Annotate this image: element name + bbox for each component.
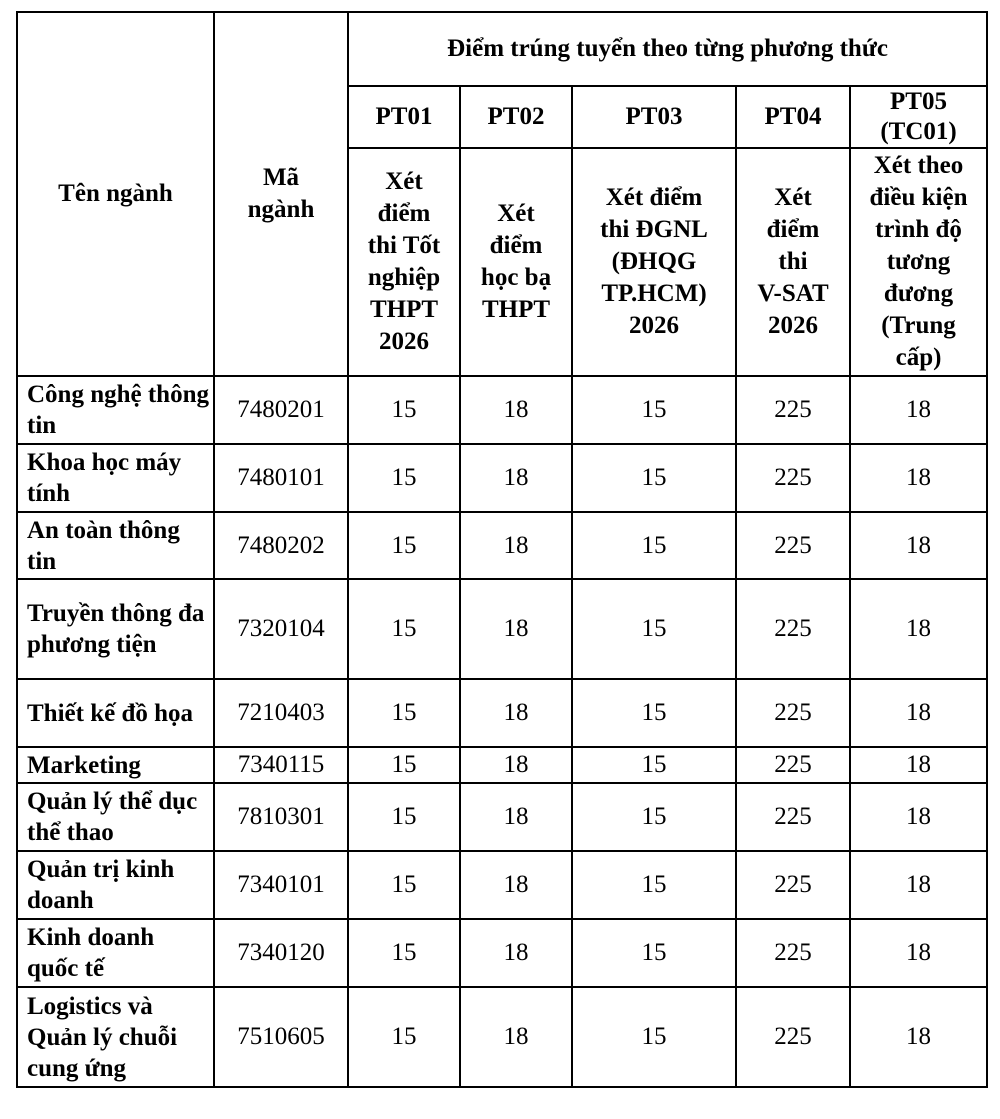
score-pt03: 15 bbox=[572, 679, 736, 747]
score-pt03: 15 bbox=[572, 444, 736, 512]
score-pt04: 225 bbox=[736, 444, 850, 512]
major-code: 7480202 bbox=[214, 512, 348, 579]
score-pt02: 18 bbox=[460, 444, 572, 512]
method-desc-pt05-text: Xét theo điều kiện trình độ tương đương (Trung cấp) bbox=[869, 152, 968, 371]
major-name: Kinh doanh quốc tế bbox=[17, 919, 214, 987]
major-code: 7510605 bbox=[214, 987, 348, 1087]
score-pt01: 15 bbox=[348, 579, 460, 679]
table-row bbox=[17, 579, 987, 679]
table-row bbox=[17, 376, 987, 444]
score-pt01: 15 bbox=[348, 376, 460, 444]
method-code-pt01: PT01 bbox=[348, 86, 460, 148]
major-name: Logistics và Quản lý chuỗi cung ứng bbox=[17, 987, 214, 1087]
score-pt02: 18 bbox=[460, 851, 572, 919]
table-row bbox=[17, 919, 987, 987]
major-name: Khoa học máy tính bbox=[17, 444, 214, 512]
score-pt01: 15 bbox=[348, 512, 460, 579]
method-desc-pt02-text: Xét điểm học bạ THPT bbox=[480, 200, 552, 323]
score-pt02: 18 bbox=[460, 376, 572, 444]
table-row bbox=[17, 851, 987, 919]
score-pt05: 18 bbox=[850, 783, 987, 851]
score-pt05: 18 bbox=[850, 512, 987, 579]
score-pt01: 15 bbox=[348, 851, 460, 919]
method-desc-pt02 bbox=[460, 148, 572, 376]
score-pt04: 225 bbox=[736, 747, 850, 783]
score-pt04: 225 bbox=[736, 919, 850, 987]
score-pt03: 15 bbox=[572, 783, 736, 851]
method-desc-pt01 bbox=[348, 148, 460, 376]
table-header bbox=[17, 12, 987, 376]
table-row bbox=[17, 679, 987, 747]
table-row bbox=[17, 747, 987, 783]
table-row bbox=[17, 512, 987, 579]
header-major-code-text: Mã ngành bbox=[247, 164, 315, 223]
score-pt05: 18 bbox=[850, 444, 987, 512]
score-pt02: 18 bbox=[460, 679, 572, 747]
score-pt01: 15 bbox=[348, 747, 460, 783]
score-pt03: 15 bbox=[572, 747, 736, 783]
major-name: Quản lý thể dục thể thao bbox=[17, 783, 214, 851]
score-pt01: 15 bbox=[348, 919, 460, 987]
method-code-pt04: PT04 bbox=[736, 86, 850, 148]
method-code-pt05-text: PT05 (TC01) bbox=[880, 88, 957, 145]
score-pt04: 225 bbox=[736, 851, 850, 919]
method-desc-pt05 bbox=[850, 148, 987, 376]
method-code-pt03: PT03 bbox=[572, 86, 736, 148]
score-pt05: 18 bbox=[850, 747, 987, 783]
table-row bbox=[17, 987, 987, 1087]
method-desc-pt03-text: Xét điểm thi ĐGNL (ĐHQG TP.HCM) 2026 bbox=[600, 184, 708, 339]
score-pt03: 15 bbox=[572, 851, 736, 919]
score-pt04: 225 bbox=[736, 679, 850, 747]
score-pt02: 18 bbox=[460, 579, 572, 679]
score-pt05: 18 bbox=[850, 376, 987, 444]
score-pt05: 18 bbox=[850, 851, 987, 919]
header-major-code bbox=[214, 12, 348, 376]
major-code: 7210403 bbox=[214, 679, 348, 747]
major-code: 7480201 bbox=[214, 376, 348, 444]
score-pt02: 18 bbox=[460, 919, 572, 987]
major-name: An toàn thông tin bbox=[17, 512, 214, 579]
major-code: 7480101 bbox=[214, 444, 348, 512]
method-desc-pt03 bbox=[572, 148, 736, 376]
header-group-title: Điểm trúng tuyển theo từng phương thức bbox=[348, 12, 987, 86]
score-pt05: 18 bbox=[850, 579, 987, 679]
method-code-pt02: PT02 bbox=[460, 86, 572, 148]
score-pt04: 225 bbox=[736, 512, 850, 579]
major-name: Quản trị kinh doanh bbox=[17, 851, 214, 919]
score-pt05: 18 bbox=[850, 679, 987, 747]
major-code: 7810301 bbox=[214, 783, 348, 851]
score-pt03: 15 bbox=[572, 919, 736, 987]
major-code: 7320104 bbox=[214, 579, 348, 679]
major-name: Truyền thông đa phương tiện bbox=[17, 579, 214, 679]
score-pt02: 18 bbox=[460, 987, 572, 1087]
header-major-name: Tên ngành bbox=[17, 12, 214, 376]
table-body bbox=[17, 376, 987, 1087]
major-name: Thiết kế đồ họa bbox=[17, 679, 214, 747]
admission-score-table bbox=[16, 11, 988, 1088]
score-pt01: 15 bbox=[348, 783, 460, 851]
score-pt01: 15 bbox=[348, 987, 460, 1087]
score-pt04: 225 bbox=[736, 579, 850, 679]
major-code: 7340120 bbox=[214, 919, 348, 987]
major-name: Công nghệ thông tin bbox=[17, 376, 214, 444]
major-code: 7340101 bbox=[214, 851, 348, 919]
score-pt04: 225 bbox=[736, 376, 850, 444]
table-row bbox=[17, 444, 987, 512]
score-pt01: 15 bbox=[348, 679, 460, 747]
method-desc-pt04 bbox=[736, 148, 850, 376]
major-code: 7340115 bbox=[214, 747, 348, 783]
score-pt02: 18 bbox=[460, 783, 572, 851]
score-pt05: 18 bbox=[850, 919, 987, 987]
score-pt03: 15 bbox=[572, 987, 736, 1087]
score-pt04: 225 bbox=[736, 987, 850, 1087]
method-desc-pt04-text: Xét điểm thi V-SAT 2026 bbox=[757, 184, 829, 339]
method-code-pt05 bbox=[850, 86, 987, 148]
major-name: Marketing bbox=[17, 747, 214, 783]
score-pt03: 15 bbox=[572, 512, 736, 579]
table-row bbox=[17, 783, 987, 851]
score-pt02: 18 bbox=[460, 747, 572, 783]
method-desc-pt01-text: Xét điểm thi Tốt nghiệp THPT 2026 bbox=[367, 168, 441, 355]
score-pt05: 18 bbox=[850, 987, 987, 1087]
score-pt03: 15 bbox=[572, 579, 736, 679]
score-pt03: 15 bbox=[572, 376, 736, 444]
score-pt01: 15 bbox=[348, 444, 460, 512]
score-pt04: 225 bbox=[736, 783, 850, 851]
score-pt02: 18 bbox=[460, 512, 572, 579]
